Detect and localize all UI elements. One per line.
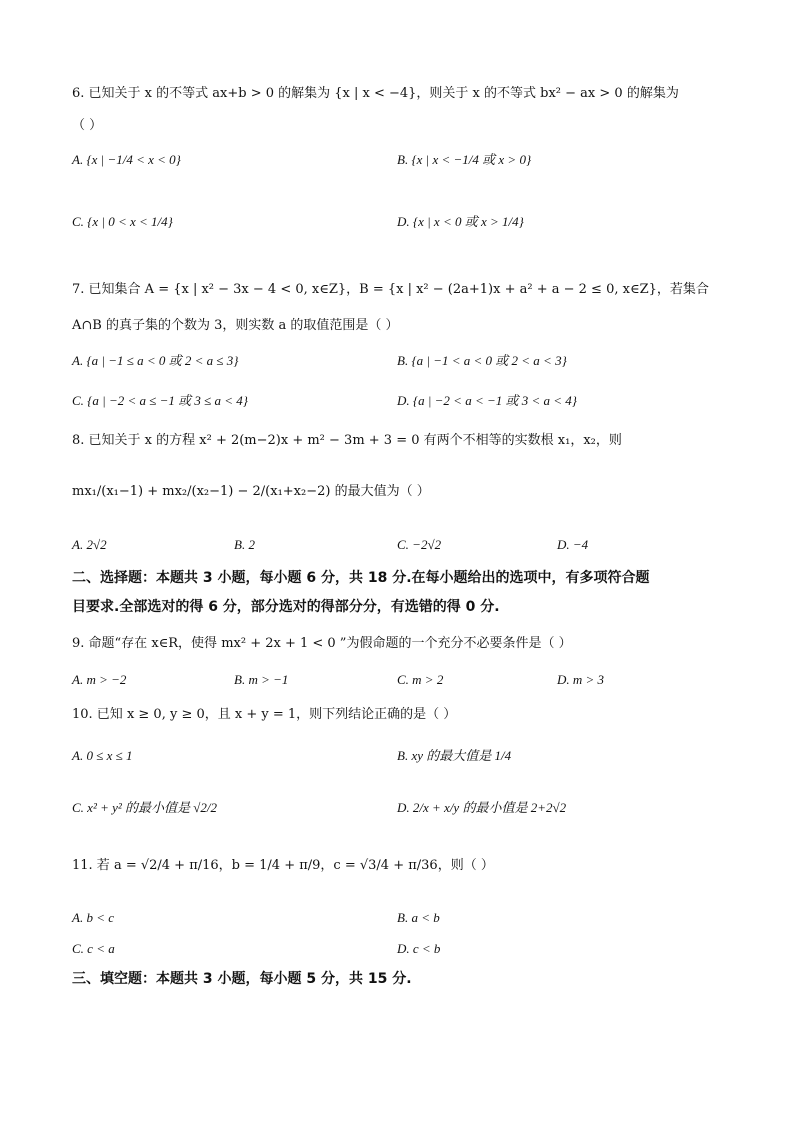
q7-option-c: C. {a | −2 < a ≤ −1 或 3 ≤ a < 4} bbox=[72, 393, 249, 408]
q8-option-a: A. 2√2 bbox=[72, 537, 107, 552]
q7-option-a: A. {a | −1 ≤ a < 0 或 2 < a ≤ 3} bbox=[72, 353, 239, 368]
q11-stem: 11. 若 a = √2/4 + π/16，b = 1/4 + π/9，c = √3/4 + π/36，则（ ） bbox=[72, 858, 494, 873]
q10-option-d: D. 2/x + x/y 的最小值是 2+2√2 bbox=[397, 800, 567, 815]
q11-option-c: C. c < a bbox=[72, 941, 115, 956]
q8-option-b: B. 2 bbox=[234, 537, 255, 552]
q8-stem-line1: 8. 已知关于 x 的方程 x² + 2(m−2)x + m² − 3m + 3 = 0 有两个不相等的实数根 x₁，x₂，则 bbox=[72, 433, 622, 448]
section2-heading-line2: 目要求.全部选对的得 6 分，部分选对的得部分分，有选错的得 0 分. bbox=[72, 599, 500, 615]
q6-paren: （ ） bbox=[72, 118, 103, 133]
q11-option-d: D. c < b bbox=[397, 941, 441, 956]
q6-option-b: B. {x | x < −1/4 或 x > 0} bbox=[397, 152, 532, 167]
q9-option-d: D. m > 3 bbox=[557, 672, 605, 687]
q7-stem-line2: A∩B 的真子集的个数为 3，则实数 a 的取值范围是（ ） bbox=[72, 318, 399, 333]
q9-option-c: C. m > 2 bbox=[397, 672, 444, 687]
q8-option-c: C. −2√2 bbox=[397, 537, 442, 552]
q9-option-b: B. m > −1 bbox=[234, 672, 289, 687]
q8-option-d: D. −4 bbox=[557, 537, 589, 552]
q11-option-b: B. a < b bbox=[397, 910, 440, 925]
q6-option-a: A. {x | −1/4 < x < 0} bbox=[72, 152, 181, 167]
q7-option-d: D. {a | −2 < a < −1 或 3 < a < 4} bbox=[397, 393, 577, 408]
q10-option-c: C. x² + y² 的最小值是 √2/2 bbox=[72, 800, 218, 815]
q6-option-c: C. {x | 0 < x < 1/4} bbox=[72, 214, 173, 229]
q11-option-a: A. b < c bbox=[72, 910, 114, 925]
q7-stem-line1: 7. 已知集合 A = {x | x² − 3x − 4 < 0, x∈Z}，B = {x | x² − (2a+1)x + a² + a − 2 ≤ 0, x∈Z}，若集合 bbox=[72, 282, 709, 297]
q10-option-b: B. xy 的最大值是 1/4 bbox=[397, 748, 512, 763]
q8-stem-line2: mx₁/(x₁−1) + mx₂/(x₂−1) − 2/(x₁+x₂−2) 的最大值为（ ） bbox=[72, 484, 430, 499]
q9-option-a: A. m > −2 bbox=[72, 672, 127, 687]
q10-stem: 10. 已知 x ≥ 0, y ≥ 0，且 x + y = 1，则下列结论正确的是（ ） bbox=[72, 707, 457, 722]
q7-option-b: B. {a | −1 < a < 0 或 2 < a < 3} bbox=[397, 353, 567, 368]
q10-option-a: A. 0 ≤ x ≤ 1 bbox=[72, 748, 133, 763]
section2-heading-line1: 二、选择题：本题共 3 小题，每小题 6 分，共 18 分.在每小题给出的选项中，有多项符合题 bbox=[72, 570, 650, 586]
q6-stem: 6. 已知关于 x 的不等式 ax+b > 0 的解集为 {x | x < −4}，则关于 x 的不等式 bx² − ax > 0 的解集为 bbox=[72, 86, 679, 101]
q9-stem: 9. 命题“存在 x∈R，使得 mx² + 2x + 1 < 0 ”为假命题的一个充分不必要条件是（ ） bbox=[72, 636, 572, 651]
section3-heading: 三、填空题：本题共 3 小题，每小题 5 分，共 15 分. bbox=[72, 971, 412, 987]
q6-option-d: D. {x | x < 0 或 x > 1/4} bbox=[397, 214, 524, 229]
